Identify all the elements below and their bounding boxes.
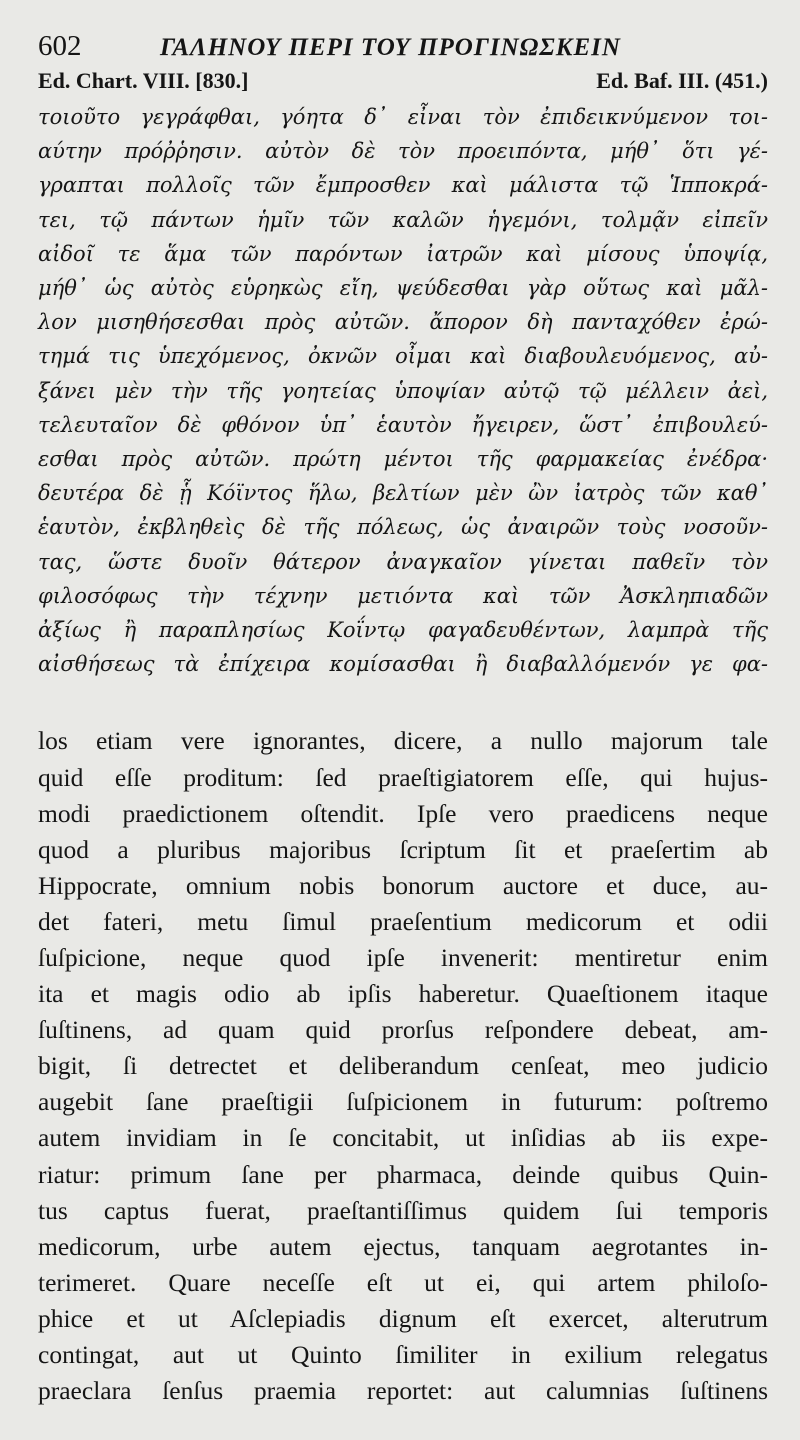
greek-text-line: αἰσθήσεως τὰ ἐπίχειρα κομίσασθαι ἢ διαβαλλόμενόν γε φα-: [38, 652, 768, 677]
edition-reference-right: Ed. Baf. III. (451.): [596, 68, 768, 93]
latin-text-line: ſuſtinens, ad quam quid prorſus reſpondere debeat, am-: [38, 1015, 768, 1045]
greek-text-line: τει, τῷ πάντων ἡμῖν τῶν καλῶν ἡγεμόνι, τολμᾷν εἰπεῖν: [38, 207, 768, 232]
latin-text-line: ita et magis odio ab ipſis haberetur. Quaeſtionem itaque: [38, 979, 768, 1009]
greek-text-line: εσθαι πρὸς αὐτῶν. πρώτη μέντοι τῆς φαρμακείας ἐνέδρα·: [38, 447, 768, 472]
edition-references: [38, 66, 768, 96]
greek-text-line: ἀξίως ἢ παραπλησίως Κοΐντῳ φαγαδευθέντων, λαμπρὰ τῆς: [38, 618, 768, 643]
latin-text-line: autem invidiam in ſe concitabit, ut inſidias ab iis expe-: [38, 1123, 768, 1153]
edition-reference-left: Ed. Chart. VIII. [830.]: [38, 68, 249, 93]
latin-text-line: Hippocrate, omnium nobis bonorum auctore et duce, au-: [38, 870, 768, 900]
page-header: [38, 30, 768, 66]
latin-text-line: praeclara ſenſus praemia reportet: aut calumnias ſuſtinens: [38, 1376, 768, 1406]
latin-text-line: medicorum, urbe autem ejectus, tanquam aegrotantes in-: [38, 1231, 768, 1261]
greek-text-line: γραπται πολλοῖς τῶν ἔμπροσθεν καὶ μάλιστα τῷ Ἱπποκρά-: [38, 173, 768, 198]
latin-text-line: quod a pluribus majoribus ſcriptum ſit et praeſertim ab: [38, 834, 768, 864]
greek-text-line: αύτην πρόῤῥησιν. αὐτὸν δὲ τὸν προειπόντα, μήθ᾽ ὅτι γέ-: [38, 139, 768, 164]
greek-text-line: ξάνει μὲν τὴν τῆς γοητείας ὑποψίαν αὐτῷ τῷ μέλλειν ἀεὶ,: [38, 378, 768, 403]
running-title: ΓΑΛΗΝΟΥ ΠΕΡΙ ΤΟΥ ΠΡΟΓΙΝΩΣΚΕΙΝ: [160, 34, 621, 61]
latin-text-block: [38, 723, 768, 1409]
greek-text-line: αἰδοῖ τε ἅμα τῶν παρόντων ἰατρῶν καὶ μίσους ὑποψίᾳ,: [38, 241, 768, 266]
latin-text-line: contingat, aut ut Quinto ſimiliter in exilium relegatus: [38, 1340, 768, 1370]
greek-text-line: τημά τις ὑπεχόμενος, ὀκνῶν οἶμαι καὶ διαβουλευόμενος, αὐ-: [38, 344, 768, 369]
greek-text-block: [38, 100, 768, 681]
greek-text-line: ἑαυτὸν, ἐκβληθεὶς δὲ τῆς πόλεως, ὡς ἀναιρῶν τοὺς νοσοῦν-: [38, 515, 768, 540]
greek-text-line: δευτέρα δὲ ᾗ Κόϊντος ἥλω, βελτίων μὲν ὢν ἰατρὸς τῶν καθ᾽: [38, 481, 768, 506]
greek-text-line: τοιοῦτο γεγράφθαι, γόητα δ᾽ εἶναι τὸν ἐπιδεικνύμενον τοι-: [38, 105, 768, 129]
greek-text-line: λον μισηθήσεσθαι πρὸς αὐτῶν. ἄπορον δὴ πανταχόθεν ἐρώ-: [38, 310, 768, 335]
greek-text-line: μήθ᾽ ὡς αὐτὸς εὑρηκὼς εἴη, ψεύδεσθαι γὰρ οὕτως καὶ μᾶλ-: [38, 276, 768, 301]
greek-text-line: τελευταῖον δὲ φθόνον ὑπ᾽ ἑαυτὸν ἤγειρεν, ὥστ᾽ ἐπιβουλεύ-: [38, 412, 768, 437]
greek-text-line: φιλοσόφως τὴν τέχνην μετιόντα καὶ τῶν Ἀσκληπιαδῶν: [38, 583, 768, 608]
latin-text-line: terimeret. Quare neceſſe eſt ut ei, qui artem philoſo-: [38, 1267, 768, 1297]
latin-text-line: bigit, ſi detrectet et deliberandum cenſeat, meo judicio: [38, 1051, 768, 1081]
latin-text-line: phice et ut Aſclepiadis dignum eſt exercet, alterutrum: [38, 1303, 768, 1333]
latin-text-line: tus captus fuerat, praeſtantiſſimus quidem ſui temporis: [38, 1195, 768, 1225]
latin-text-line: det fateri, metu ſimul praeſentium medicorum et odii: [38, 906, 768, 936]
latin-text-line: augebit ſane praeſtigii ſuſpicionem in futurum: poſtremo: [38, 1087, 768, 1117]
latin-text-line: los etiam vere ignorantes, dicere, a nullo majorum tale: [38, 726, 768, 756]
latin-text-line: quid eſſe proditum: ſed praeſtigiatorem eſſe, qui hujus-: [38, 762, 768, 792]
latin-text-line: ſuſpicione, neque quod ipſe invenerit: mentiretur enim: [38, 943, 768, 973]
page-number: 602: [38, 30, 82, 62]
latin-text-line: modi praedictionem oſtendit. Ipſe vero praedicens neque: [38, 798, 768, 828]
greek-text-line: τας, ὥστε δυοῖν θάτερον ἀναγκαῖον γίνεται παθεῖν τὸν: [38, 549, 768, 574]
latin-text-line: riatur: primum ſane per pharmaca, deinde quibus Quin-: [38, 1159, 768, 1189]
